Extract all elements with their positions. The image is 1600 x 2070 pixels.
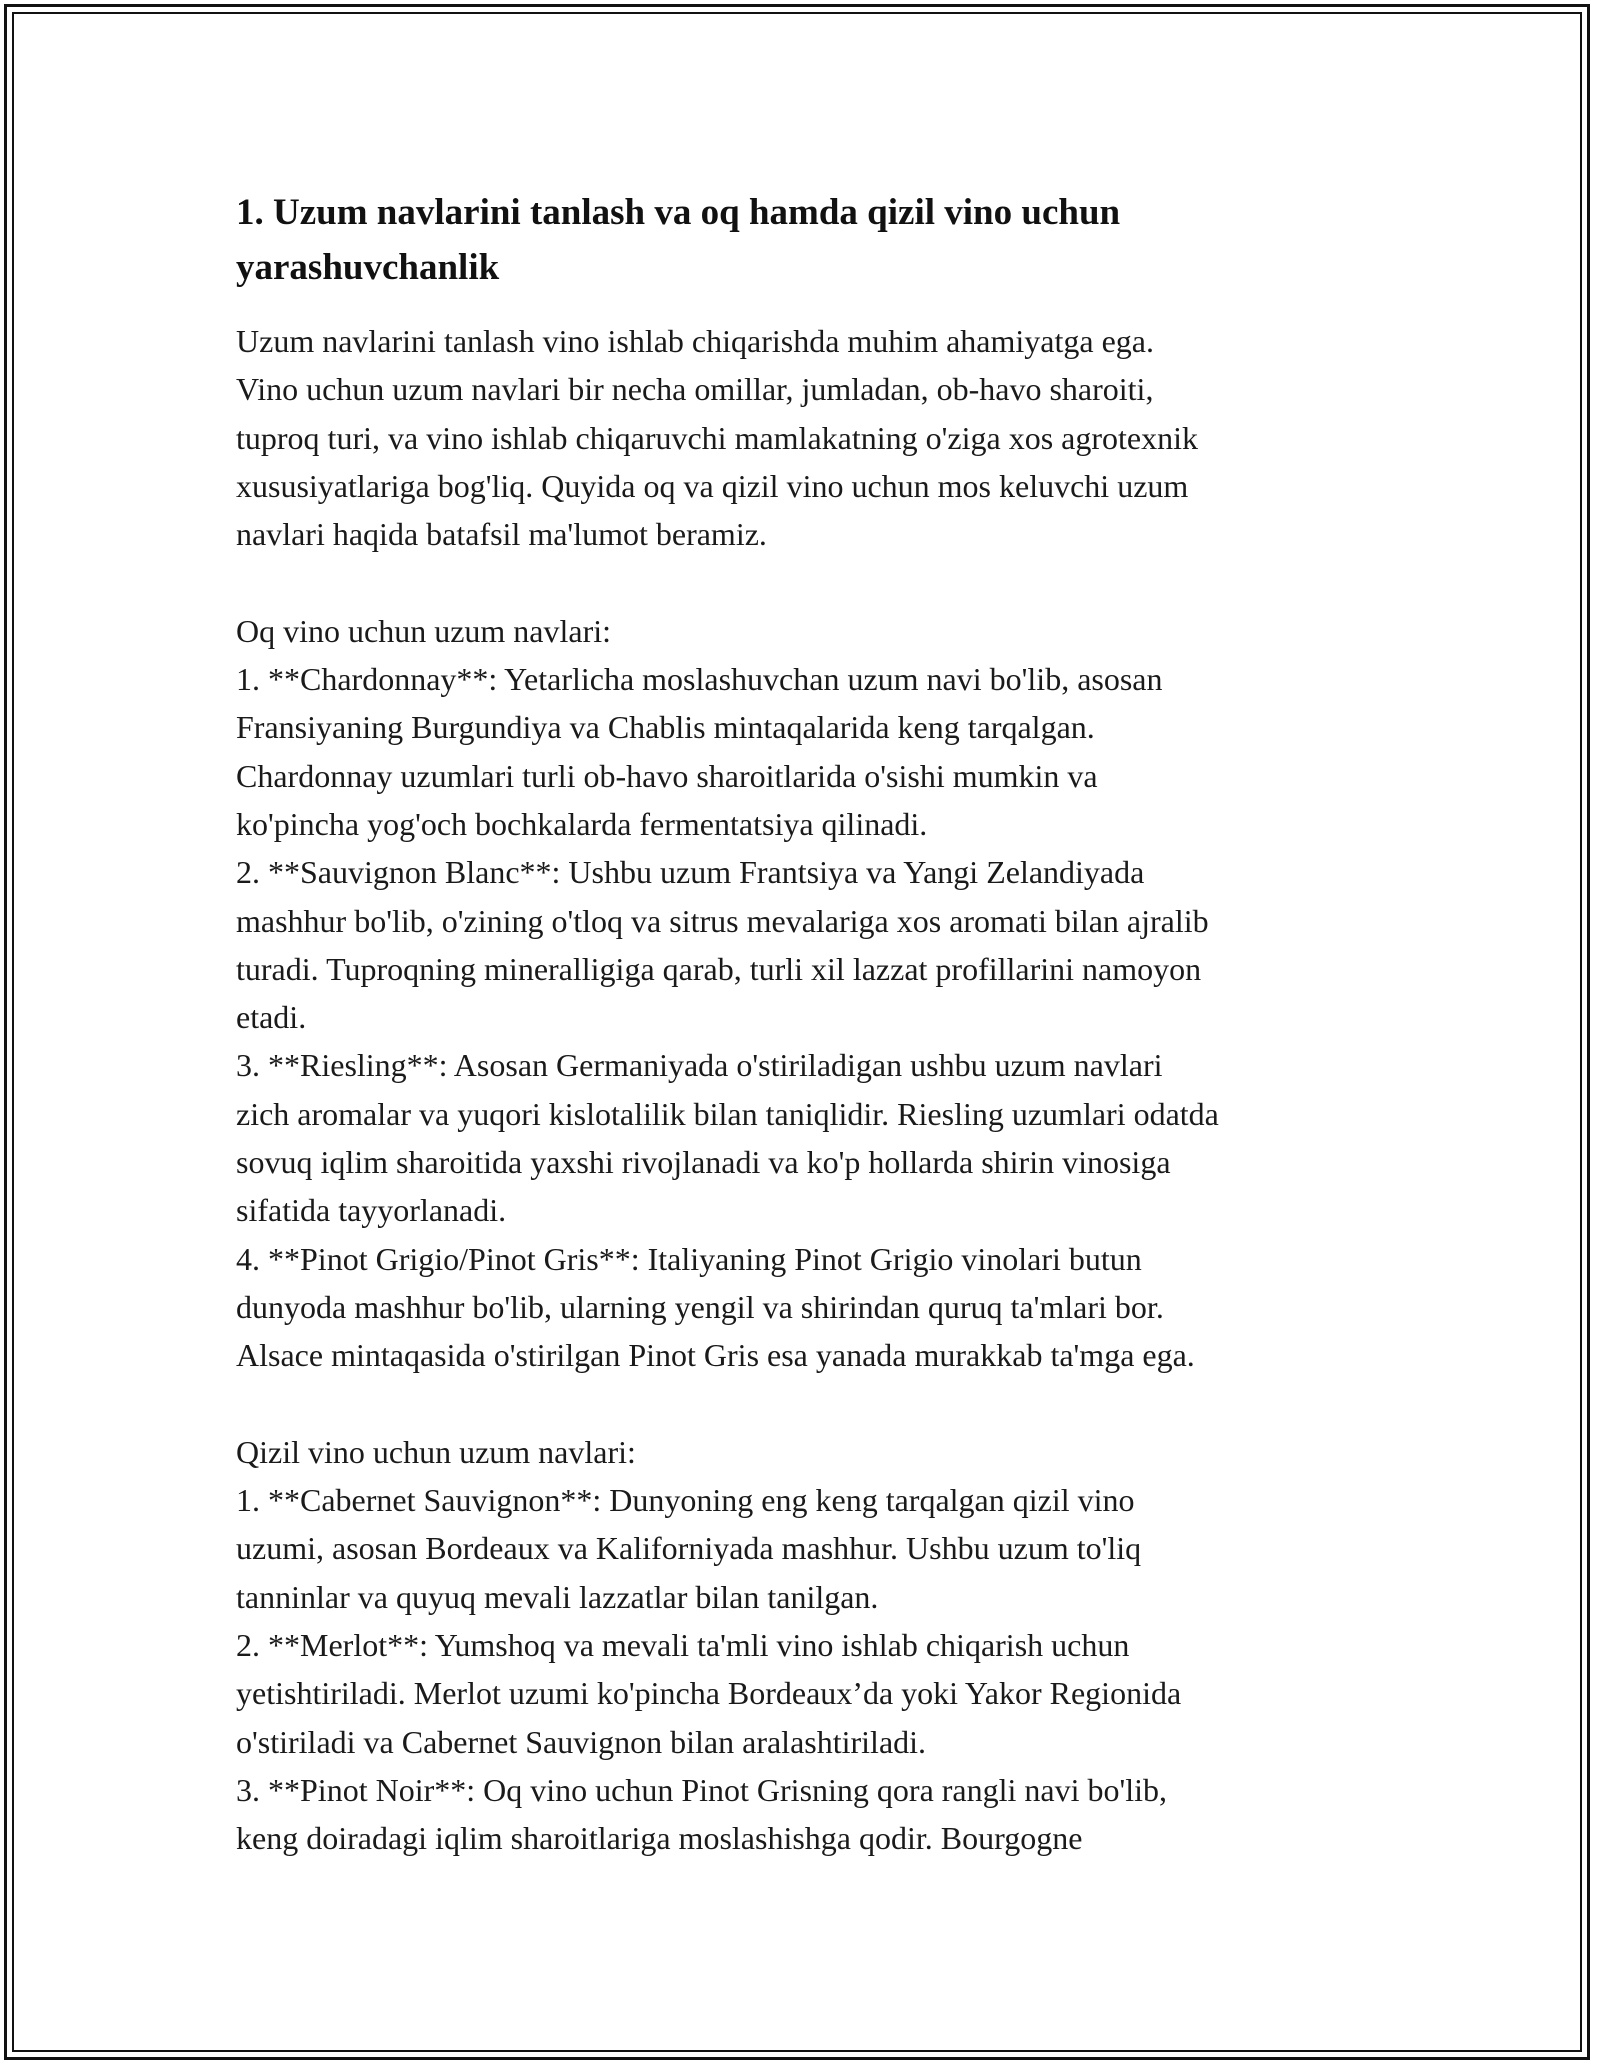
text-line: mashhur bo'lib, o'zining o'tloq va sitrus mevalariga xos aromati bilan ajralib: [236, 902, 1209, 939]
text-line: 1. **Cabernet Sauvignon**: Dunyoning eng keng tarqalgan qizil vino: [236, 1482, 1135, 1519]
text-line: Vino uchun uzum navlari bir necha omillar, jumladan, ob-havo sharoiti,: [236, 371, 1154, 408]
text-line: sifatida tayyorlanadi.: [236, 1192, 507, 1229]
text-line: turadi. Tuproqning mineralligiga qarab, turli xil lazzat profillarini namoyon: [236, 950, 1202, 987]
blank-line: [236, 558, 1386, 606]
text-line: Oq vino uchun uzum navlari:: [236, 612, 612, 649]
text-line: yetishtiriladi. Merlot uzumi ko'pincha Bordeaux’da yoki Yakor Regionida: [236, 1675, 1182, 1712]
text-line: zich aromalar va yuqori kislotalilik bilan taniqlidir. Riesling uzumlari odatda: [236, 1095, 1219, 1132]
text-line: uzumi, asosan Bordeaux va Kaliforniyada mashhur. Ushbu uzum to'liq: [236, 1530, 1142, 1567]
text-line: navlari haqida batafsil ma'lumot beramiz.: [236, 516, 767, 553]
text-line: 3. **Pinot Noir**: Oq vino uchun Pinot Grisning qora rangli navi bo'lib,: [236, 1771, 1168, 1808]
text-line: Uzum navlarini tanlash vino ishlab chiqarishda muhim ahamiyatga ega.: [236, 323, 1154, 359]
text-line: 2. **Sauvignon Blanc**: Ushbu uzum Frantsiya va Yangi Zelandiyada: [236, 854, 1145, 891]
text-line: o'stiriladi va Cabernet Sauvignon bilan aralashtiriladi.: [236, 1723, 927, 1760]
text-line: keng doiradagi iqlim sharoitlariga moslashishga qodir. Bourgogne: [236, 1820, 1083, 1857]
section-heading: 1. Uzum navlarini tanlash va oq hamda qizil vino uchun yarashuvchanlik: [236, 192, 1121, 288]
text-line: 3. **Riesling**: Asosan Germaniyada o'stiriladigan ushbu uzum navlari: [236, 1047, 1163, 1084]
text-line: ko'pincha yog'och bochkalarda fermentatsiya qilinadi.: [236, 805, 928, 842]
text-line: tanninlar va quyuq mevali lazzatlar bilan tanilgan.: [236, 1578, 879, 1615]
document-body: [236, 317, 1386, 1863]
text-line: etadi.: [236, 999, 307, 1036]
text-line: tuproq turi, va vino ishlab chiqaruvchi mamlakatning o'ziga xos agrotexnik: [236, 419, 1198, 456]
text-line: xususiyatlariga bog'liq. Quyida oq va qizil vino uchun mos keluvchi uzum: [236, 467, 1189, 504]
text-line: sovuq iqlim sharoitida yaxshi rivojlanadi va ko'p hollarda shirin vinosiga: [236, 1144, 1171, 1181]
blank-line: [236, 1380, 1386, 1428]
text-line: 1. **Chardonnay**: Yetarlicha moslashuvchan uzum navi bo'lib, asosan: [236, 661, 1163, 698]
text-line: 2. **Merlot**: Yumshoq va mevali ta'mli vino ishlab chiqarish uchun: [236, 1627, 1130, 1664]
text-line: Chardonnay uzumlari turli ob-havo sharoitlarida o'sishi mumkin va: [236, 757, 1098, 794]
text-line: Qizil vino uchun uzum navlari:: [236, 1433, 636, 1470]
text-line: Fransiyaning Burgundiya va Chablis mintaqalarida keng tarqalgan.: [236, 709, 1095, 746]
text-line: 4. **Pinot Grigio/Pinot Gris**: Italiyaning Pinot Grigio vinolari butun: [236, 1240, 1142, 1277]
document-content: [236, 185, 1386, 1863]
text-line: Alsace mintaqasida o'stirilgan Pinot Gris esa yanada murakkab ta'mga ega.: [236, 1337, 1195, 1374]
text-line: dunyoda mashhur bo'lib, ularning yengil va shirindan quruq ta'mlari bor.: [236, 1288, 1164, 1325]
